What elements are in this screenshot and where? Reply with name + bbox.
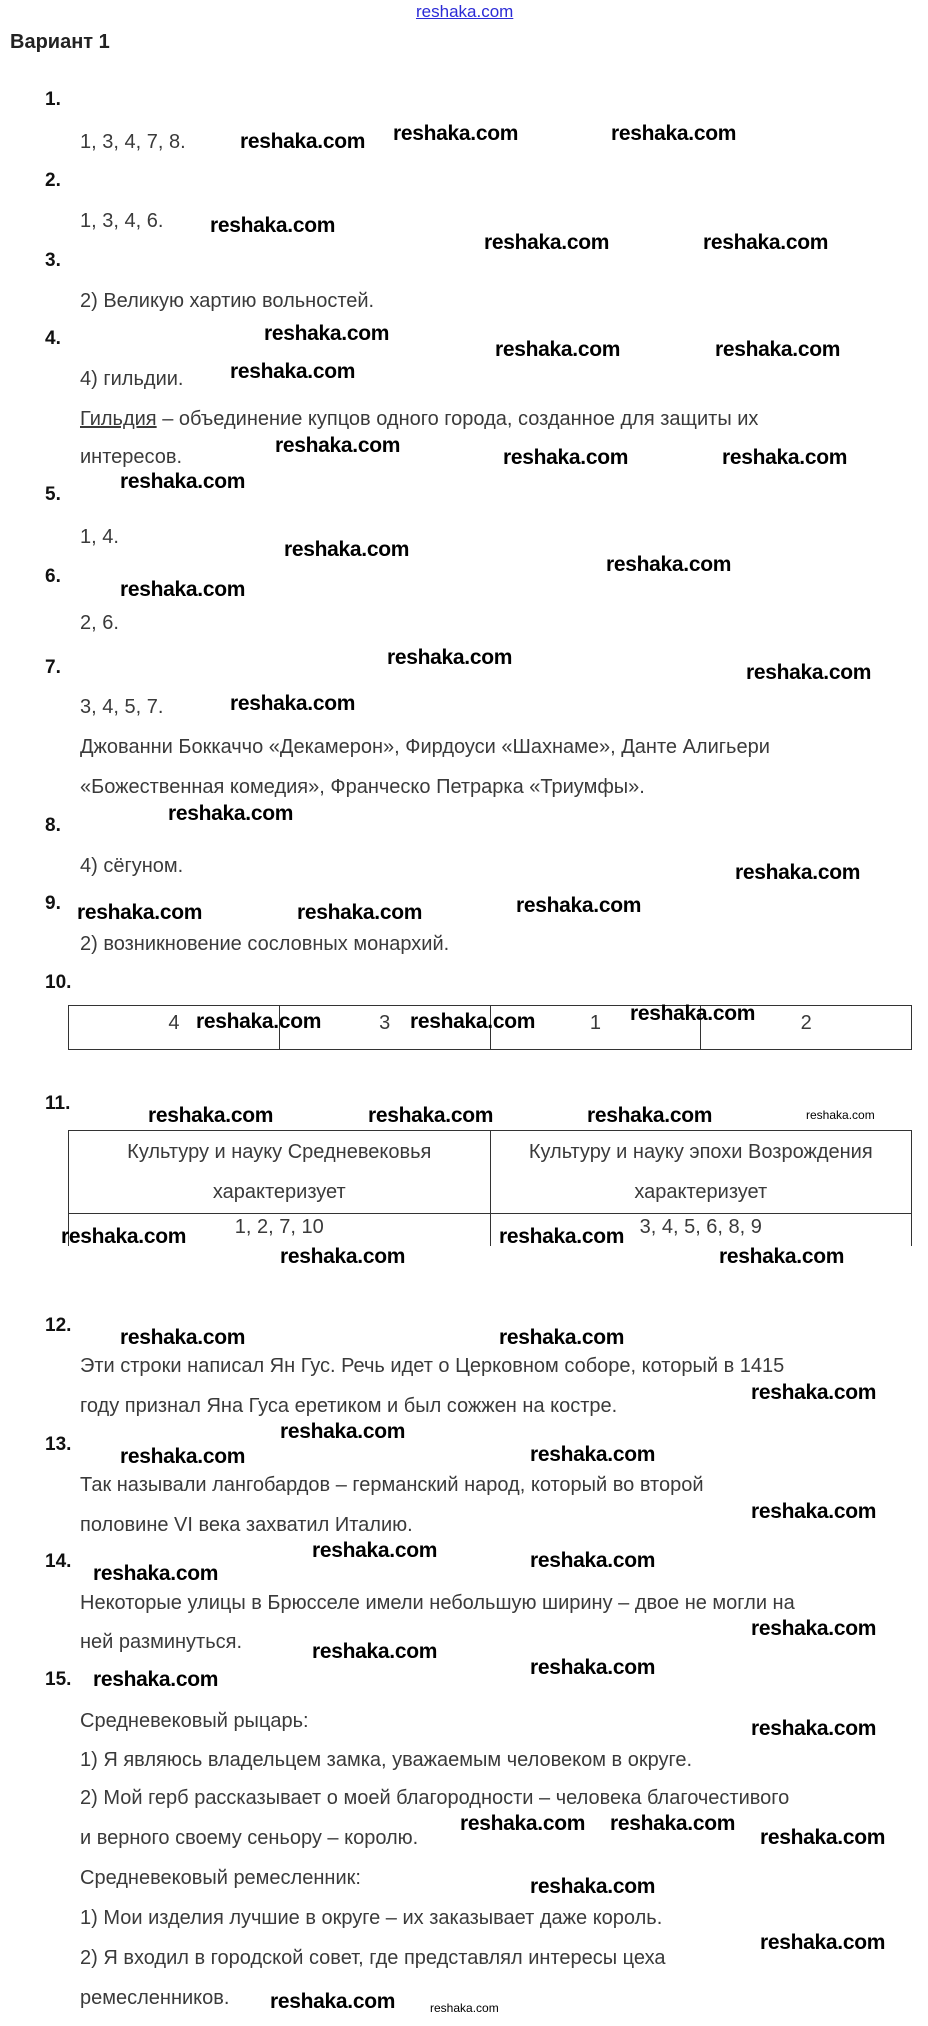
page-title: Вариант 1 (10, 31, 110, 53)
answer-text: и верного своему сеньору – королю. (80, 1827, 419, 1849)
watermark: reshaka.com (530, 1443, 656, 1466)
question-number: 12. (45, 1315, 72, 1336)
question-number: 10. (45, 972, 72, 993)
answer-text: 4) сёгуном. (80, 855, 184, 877)
watermark: reshaka.com (77, 901, 203, 924)
answer-text: Так называли лангобардов – германский народ, который во второй (80, 1474, 704, 1496)
answer-text: Некоторые улицы в Брюсселе имели небольшую ширину – двое не могли на (80, 1592, 795, 1614)
watermark: reshaka.com (516, 894, 642, 917)
watermark: reshaka.com (703, 231, 829, 254)
answer-text: ней разминуться. (80, 1631, 243, 1653)
definition-text (80, 407, 758, 431)
watermark: reshaka.com (393, 122, 519, 145)
watermark: reshaka.com (499, 1326, 625, 1349)
answer-text: 2) Мой герб рассказывает о моей благородности – человека благочестивого (80, 1787, 790, 1809)
watermark: reshaka.com (280, 1420, 406, 1443)
answer-text: 2) Великую хартию вольностей. (80, 290, 375, 312)
watermark: reshaka.com (297, 901, 423, 924)
watermark: reshaka.com (735, 861, 861, 884)
question-number: 5. (45, 484, 61, 505)
site-logo-link[interactable]: reshaka.com (416, 2, 514, 21)
watermark: reshaka.com (120, 1326, 246, 1349)
watermark: reshaka.com (499, 1225, 625, 1248)
question-number: 8. (45, 815, 61, 836)
table-cell: 4 (69, 1006, 280, 1050)
question-number: 11. (45, 1093, 71, 1114)
question-number: 9. (45, 893, 61, 914)
answer-text: 1) Я являюсь владельцем замка, уважаемым человеком в округе. (80, 1749, 693, 1771)
table-header: Культуру и науку эпохи Возрождения характеризует (490, 1131, 912, 1214)
watermark: reshaka.com (460, 1812, 586, 1835)
watermark: reshaka.com (275, 434, 401, 457)
answer-text: 1, 3, 4, 6. (80, 210, 164, 232)
answer-table-11 (68, 1130, 912, 1246)
watermark: reshaka.com (760, 1826, 886, 1849)
question-number: 1. (45, 89, 61, 110)
answer-text: Средневековый ремесленник: (80, 1867, 361, 1889)
watermark: reshaka.com (760, 1931, 886, 1954)
question-number: 2. (45, 170, 61, 191)
watermark: reshaka.com (210, 214, 336, 237)
watermark: reshaka.com (312, 1539, 438, 1562)
question-number: 4. (45, 328, 61, 349)
answer-text: 2) возникновение сословных монархий. (80, 933, 450, 955)
question-number: 3. (45, 250, 61, 271)
watermark: reshaka.com (430, 2001, 499, 2015)
watermark: reshaka.com (93, 1562, 219, 1585)
watermark: reshaka.com (495, 338, 621, 361)
watermark: reshaka.com (806, 1108, 875, 1122)
table-cell: 3 (279, 1006, 490, 1050)
watermark: reshaka.com (715, 338, 841, 361)
table-cell: 3, 4, 5, 6, 8, 9 (490, 1214, 912, 1247)
table-cell: 1, 2, 7, 10 (69, 1214, 491, 1247)
answer-text: Средневековый рыцарь: (80, 1710, 309, 1732)
answer-text: 1, 4. (80, 526, 119, 548)
watermark: reshaka.com (270, 1990, 396, 2013)
term-gildiya: Гильдия (80, 408, 157, 430)
definition-body: – объединение купцов одного города, созданное для защиты их (162, 408, 759, 430)
watermark: reshaka.com (230, 692, 356, 715)
watermark: reshaka.com (284, 538, 410, 561)
answer-text: 2) Я входил в городской совет, где представлял интересы цеха (80, 1947, 666, 1969)
answer-text: половине VI века захватил Италию. (80, 1514, 413, 1536)
answer-text: ремесленников. (80, 1987, 230, 2009)
watermark: reshaka.com (530, 1875, 656, 1898)
watermark: reshaka.com (168, 802, 294, 825)
table-cell: 1 (490, 1006, 701, 1050)
watermark: reshaka.com (722, 446, 848, 469)
answer-text: 1) Мои изделия лучшие в округе – их заказывает даже король. (80, 1907, 663, 1929)
watermark: reshaka.com (196, 1010, 322, 1033)
watermark: reshaka.com (93, 1668, 219, 1691)
watermark: reshaka.com (530, 1656, 656, 1679)
watermark: reshaka.com (484, 231, 610, 254)
question-number: 6. (45, 566, 61, 587)
watermark: reshaka.com (746, 661, 872, 684)
watermark: reshaka.com (630, 1002, 756, 1025)
answer-text: Эти строки написал Ян Гус. Речь идет о Церковном соборе, который в 1415 (80, 1355, 785, 1377)
watermark: reshaka.com (120, 1445, 246, 1468)
watermark: reshaka.com (503, 446, 629, 469)
watermark: reshaka.com (751, 1717, 877, 1740)
answer-text: году признал Яна Гуса еретиком и был сожжен на костре. (80, 1395, 618, 1417)
watermark: reshaka.com (719, 1245, 845, 1268)
question-number: 14. (45, 1551, 72, 1572)
answer-text: 1, 3, 4, 7, 8. (80, 131, 186, 153)
watermark: reshaka.com (230, 360, 356, 383)
watermark: reshaka.com (240, 130, 366, 153)
watermark: reshaka.com (751, 1500, 877, 1523)
watermark: reshaka.com (120, 578, 246, 601)
watermark: reshaka.com (530, 1549, 656, 1572)
answer-text: «Божественная комедия», Франческо Петрарка «Триумфы». (80, 776, 645, 798)
answer-text: Джованни Боккаччо «Декамерон», Фирдоуси «Шахнаме», Данте Алигьери (80, 736, 770, 758)
watermark: reshaka.com (606, 553, 732, 576)
question-number: 13. (45, 1434, 72, 1455)
watermark: reshaka.com (751, 1617, 877, 1640)
watermark: reshaka.com (148, 1104, 274, 1127)
answer-text: 2, 6. (80, 612, 119, 634)
answer-text: 4) гильдии. (80, 368, 184, 390)
watermark: reshaka.com (61, 1225, 187, 1248)
table-header: Культуру и науку Средневековья характеризует (69, 1131, 491, 1214)
watermark: reshaka.com (611, 122, 737, 145)
watermark: reshaka.com (120, 470, 246, 493)
answer-text: 3, 4, 5, 7. (80, 696, 164, 718)
watermark: reshaka.com (264, 322, 390, 345)
answer-text: интересов. (80, 446, 183, 468)
question-number: 15. (45, 1669, 72, 1690)
watermark: reshaka.com (587, 1104, 713, 1127)
watermark: reshaka.com (312, 1640, 438, 1663)
watermark: reshaka.com (280, 1245, 406, 1268)
watermark: reshaka.com (410, 1010, 536, 1033)
watermark: reshaka.com (368, 1104, 494, 1127)
question-number: 7. (45, 657, 61, 678)
table-cell: 2 (701, 1006, 912, 1050)
watermark: reshaka.com (751, 1381, 877, 1404)
watermark: reshaka.com (610, 1812, 736, 1835)
watermark: reshaka.com (387, 646, 513, 669)
